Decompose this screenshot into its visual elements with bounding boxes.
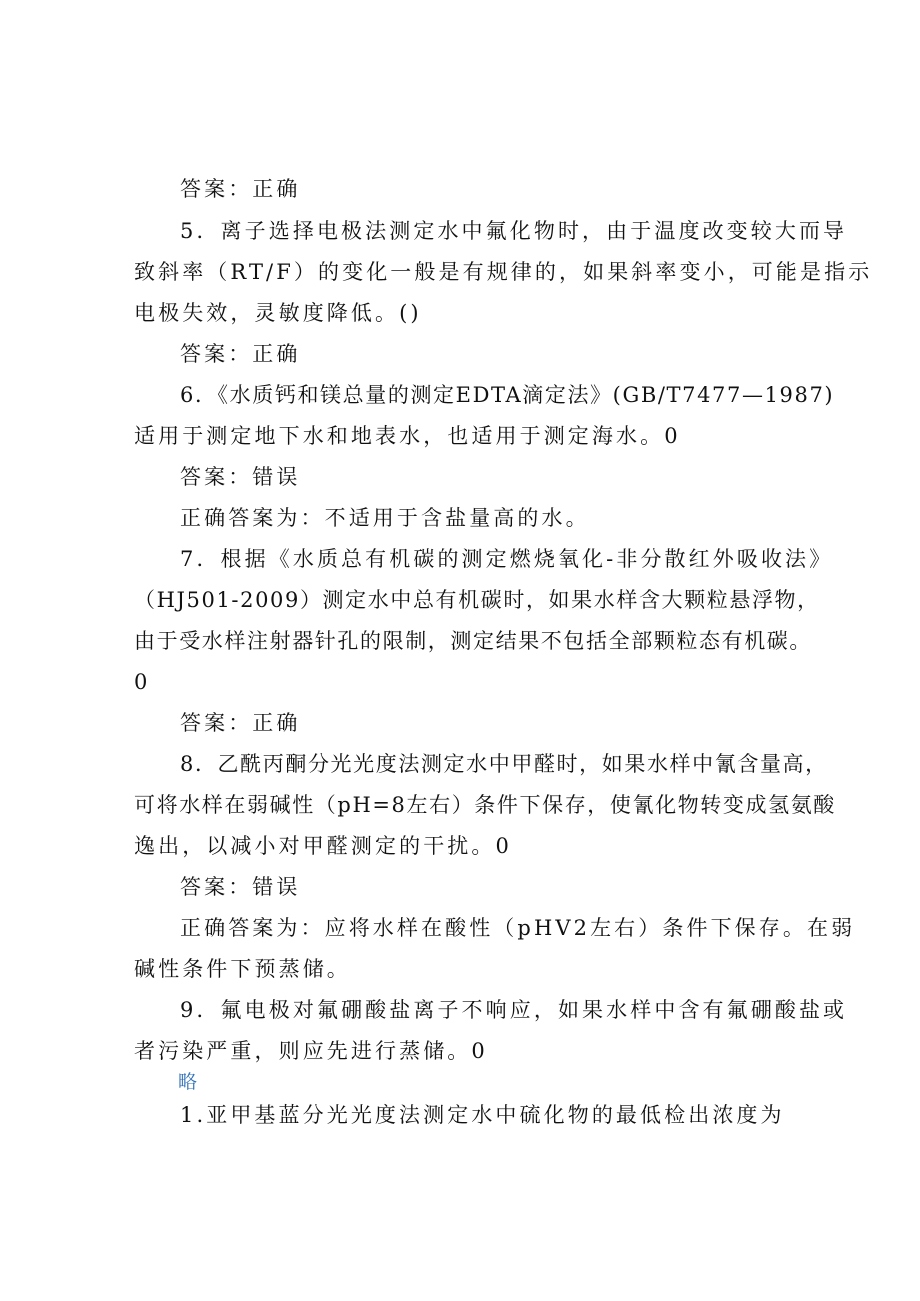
question-6-line-1: 6．《水质钙和镁总量的测定EDTA滴定法》(GB/T7477—1987) xyxy=(180,383,835,407)
answer-line: 答案：正确 xyxy=(180,177,301,201)
question-9-line-1: 9．氟电极对氟硼酸盐离子不响应，如果水样中含有氟硼酸盐或 xyxy=(180,998,848,1022)
question-8-line-2: 可将水样在弱碱性（pH=8左右）条件下保存，使氰化物转变成氢氨酸 xyxy=(134,793,836,817)
question-7-line-2: （HJ501-2009）测定水中总有机碳时，如果水样含大颗粒悬浮物， xyxy=(134,588,820,612)
question-5-line-1: 5．离子选择电极法测定水中氟化物时，由于温度改变较大而导 xyxy=(180,219,848,243)
question-7-line-3: 由于受水样注射器针孔的限制，测定结果不包括全部颗粒态有机碳。 xyxy=(134,629,812,653)
answer-line: 答案：错误 xyxy=(180,875,301,899)
correct-answer-line: 正确答案为：不适用于含盐量高的水。 xyxy=(180,506,590,530)
omitted-note: 略 xyxy=(178,1071,199,1093)
answer-line: 答案：正确 xyxy=(180,711,301,735)
next-section-question-1: 1.亚甲基蓝分光光度法测定水中硫化物的最低检出浓度为 xyxy=(180,1103,785,1127)
correct-answer-line: 正确答案为：应将水样在酸性（pHV2左右）条件下保存。在弱 xyxy=(180,916,856,940)
question-8-line-3: 逸出，以减小对甲醛测定的干扰。0 xyxy=(134,834,512,858)
answer-line: 答案：错误 xyxy=(180,465,301,489)
question-7-line-4: 0 xyxy=(134,670,151,694)
question-9-line-2: 者污染严重，则应先进行蒸储。0 xyxy=(134,1039,488,1063)
question-7-line-1: 7．根据《水质总有机碳的测定燃烧氧化-非分散红外吸收法》 xyxy=(180,547,834,571)
answer-line: 答案：正确 xyxy=(180,342,301,366)
question-8-line-1: 8．乙酰丙酮分光光度法测定水中甲醛时，如果水样中氰含量高， xyxy=(180,752,828,776)
correct-answer-line-2: 碱性条件下预蒸储。 xyxy=(134,957,351,981)
question-5-line-2: 致斜率（RT/F）的变化一般是有规律的，如果斜率变小，可能是指示 xyxy=(134,260,873,284)
question-5-line-3: 电极失效，灵敏度降低。() xyxy=(134,301,422,325)
question-6-line-2: 适用于测定地下水和地表水，也适用于测定海水。0 xyxy=(134,424,681,448)
